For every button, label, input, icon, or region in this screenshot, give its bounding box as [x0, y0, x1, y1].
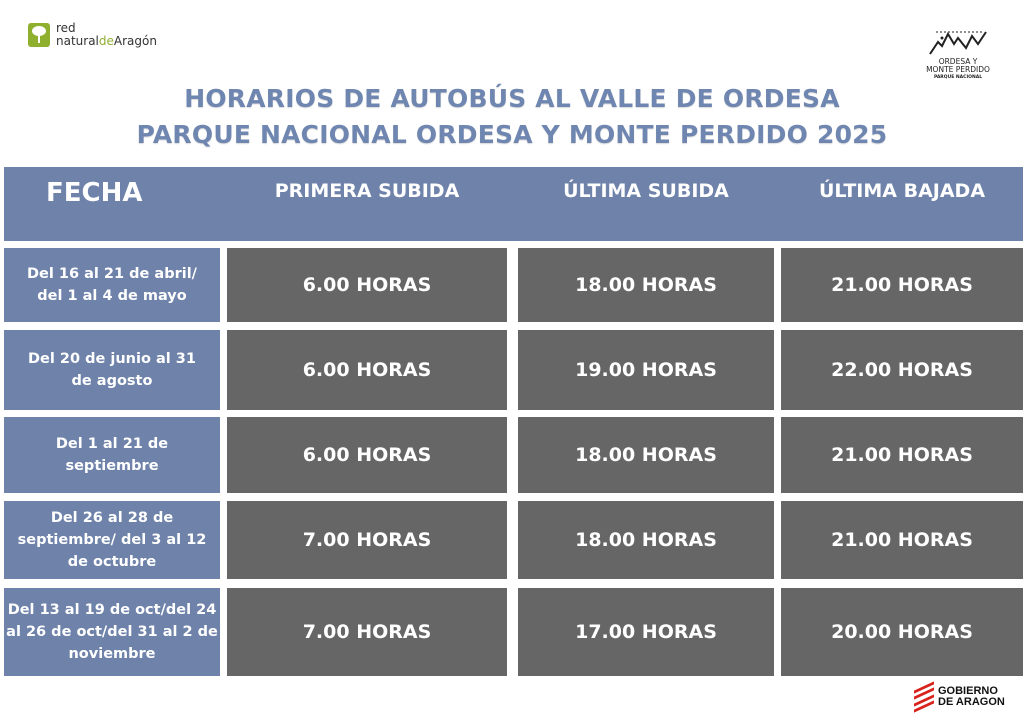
row-3-ultima-bajada: 21.00 HORAS: [781, 417, 1023, 493]
logo-text: [56, 22, 157, 48]
park-logo-line2: MONTE PERDIDO: [926, 65, 990, 74]
gobierno-line2: DE ARAGON: [938, 696, 1005, 708]
row-3-fecha: Del 1 al 21 de septiembre: [4, 417, 220, 493]
row-5-fecha: Del 13 al 19 de oct/del 24 al 26 de oct/del 31 al 2 de noviembre: [4, 588, 220, 676]
row-1-primera-subida: 6.00 HORAS: [227, 248, 507, 322]
gobierno-line1: GOBIERNO: [938, 685, 998, 697]
row-4-ultima-subida: 18.00 HORAS: [518, 501, 774, 579]
tree-icon: [28, 23, 50, 47]
row-5-ultima-subida: 17.00 HORAS: [518, 588, 774, 676]
row-3-primera-subida: 6.00 HORAS: [227, 417, 507, 493]
header-primera-subida: PRIMERA SUBIDA: [274, 180, 460, 202]
logo-line2: [56, 35, 157, 48]
logo-line1: red: [56, 21, 76, 35]
gobierno-aragon-logo: [914, 686, 1005, 708]
park-logo-line1: ORDESA Y: [938, 57, 978, 66]
row-4-fecha: Del 26 al 28 de septiembre/ del 3 al 12 de octubre: [4, 501, 220, 579]
header-fecha: FECHA: [46, 178, 143, 208]
aragon-flag-icon: [914, 686, 934, 708]
gobierno-aragon-text: [938, 686, 1005, 708]
park-logo-line3: PARQUE NACIONAL: [933, 75, 983, 80]
row-3-ultima-subida: 18.00 HORAS: [518, 417, 774, 493]
page-title: HORARIOS DE AUTOBÚS AL VALLE DE ORDESA: [184, 84, 840, 113]
header-ultima-subida: ÚLTIMA SUBIDA: [563, 180, 729, 202]
row-2-ultima-subida: 19.00 HORAS: [518, 330, 774, 410]
row-2-primera-subida: 6.00 HORAS: [227, 330, 507, 410]
logo-natural: natural: [56, 34, 99, 48]
row-2-ultima-bajada: 22.00 HORAS: [781, 330, 1023, 410]
mountain-icon: [928, 26, 988, 58]
row-5-ultima-bajada: 20.00 HORAS: [781, 588, 1023, 676]
row-5-primera-subida: 7.00 HORAS: [227, 588, 507, 676]
row-1-ultima-bajada: 21.00 HORAS: [781, 248, 1023, 322]
ordesa-park-logo: [922, 26, 994, 80]
logo-de: de: [98, 34, 114, 48]
row-2-fecha: Del 20 de junio al 31 de agosto: [4, 330, 220, 410]
logo-aragon: Aragón: [113, 34, 157, 48]
table-header: [4, 167, 1023, 241]
red-natural-aragon-logo: [28, 22, 157, 48]
row-1-ultima-subida: 18.00 HORAS: [518, 248, 774, 322]
row-4-primera-subida: 7.00 HORAS: [227, 501, 507, 579]
row-1-fecha: Del 16 al 21 de abril/ del 1 al 4 de mayo: [4, 248, 220, 322]
row-4-ultima-bajada: 21.00 HORAS: [781, 501, 1023, 579]
page-subtitle: PARQUE NACIONAL ORDESA Y MONTE PERDIDO 2025: [136, 120, 888, 149]
header-ultima-bajada: ÚLTIMA BAJADA: [818, 180, 986, 202]
